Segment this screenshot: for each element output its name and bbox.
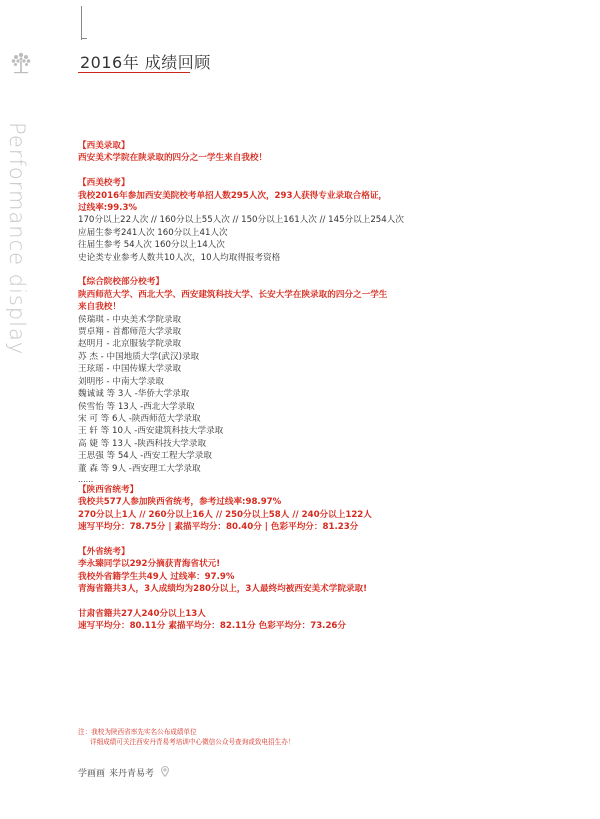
text-line: 陕西师范大学、西北大学、西安建筑科技大学、长安大学在陕录取的四分之一学生来自我校！	[78, 289, 388, 313]
text-line: 史论类专业参考人数共10人次，10人均取得报考资格	[78, 252, 281, 263]
section-title-other-schools: 【综合院校部分校考】	[78, 277, 164, 288]
footnote	[78, 727, 294, 747]
section-title-xian-exam: 【西美校考】	[78, 178, 130, 189]
section-title-xian-admission: 【西美录取】	[78, 141, 130, 151]
location-pin-icon	[161, 766, 169, 777]
list-item: 侯雪怡 等 13人 -西北大学录取	[78, 401, 195, 412]
title-underline	[78, 72, 190, 73]
text-line: 速写平均分：80.11分 素描平均分：82.11分 色彩平均分：73.26分	[78, 621, 347, 632]
text-line: 青海省籍共3人，3人成绩均为280分以上，3人最终均被西安美术学院录取!	[78, 584, 368, 595]
footer-text-1: 学画画	[78, 769, 106, 779]
section-title-shaanxi-unified: 【陕西省统考】	[78, 484, 139, 495]
list-item: 苏 杰 - 中国地质大学(武汉)录取	[78, 351, 200, 362]
list-item: 王 轩 等 10人 -西安建筑科技大学录取	[78, 426, 224, 437]
text-line: 270分以上1人 // 260分以上16人 // 250分以上58人 // 240分以上122人	[78, 509, 372, 520]
text-line: 往届生参考 54人次 160分以上14人次	[78, 240, 225, 251]
list-item: 贾卓翔 - 首都师范大学录取	[78, 327, 182, 338]
footer-slogan	[78, 766, 154, 779]
content-column	[78, 140, 404, 633]
footnote-line-2: 详细成绩可关注西安丹青易考培训中心微信公众号查询或致电招生办！	[90, 738, 295, 746]
list-item: 宋 可 等 6人 -陕西师范大学录取	[78, 413, 201, 424]
list-item: 董 森 等 9人 -西安理工大学录取	[78, 463, 201, 474]
list-item: 高 婕 等 13人 -陕西科技大学录取	[78, 438, 207, 449]
footer-text-2: 来丹青易考	[109, 769, 155, 779]
footnote-line-1: 注：我校为陕西省率先实名公布成绩单位	[78, 728, 197, 736]
text-line: 李永臻同学以292分摘获青海省状元!	[78, 559, 221, 570]
text-line: 西安美术学院在陕录取的四分之一学生来自我校！	[78, 153, 268, 164]
text-line: 我校外省籍学生共49人 过线率：97.9%	[78, 571, 235, 582]
top-rule-foot	[81, 38, 87, 39]
top-vertical-rule	[81, 6, 82, 40]
text-line: 170分以上22人次 // 160分以上55人次 // 150分以上161人次 // 145分以上254人次	[78, 215, 404, 226]
list-item: 侯瑞琪 - 中央美术学院录取	[78, 314, 182, 325]
list-item: 魏诚诚 等 3人 -华侨大学录取	[78, 389, 190, 400]
text-line: 我校2016年参加西安美院校考单招人数295人次，293人获得专业录取合格证，过线率:99.3%	[78, 190, 388, 214]
text-line: 我校共577人参加陕西省统考，参考过线率:98.97%	[78, 497, 282, 508]
list-item: 赵明月 - 北京服装学院录取	[78, 339, 182, 350]
ellipsis: ......	[78, 474, 94, 484]
list-item: 刘明彤 - 中南大学录取	[78, 376, 164, 387]
text-line: 甘肃省籍共27人240分以上13人	[78, 608, 206, 619]
text-line: 速写平均分：78.75分 | 素描平均分：80.40分 | 色彩平均分：81.23分	[78, 522, 359, 533]
list-item: 王玹瑶 - 中国传媒大学录取	[78, 364, 182, 375]
tree-icon	[10, 50, 32, 76]
side-vertical-title: Performance display	[5, 122, 29, 356]
text-line: 应届生参考241人次 160分以上41人次	[78, 227, 228, 238]
list-item: 王思强 等 54人 -西安工程大学录取	[78, 451, 212, 462]
page-title: 2016年 成绩回顾	[80, 53, 211, 72]
section-title-other-province: 【外省统考】	[78, 546, 130, 557]
